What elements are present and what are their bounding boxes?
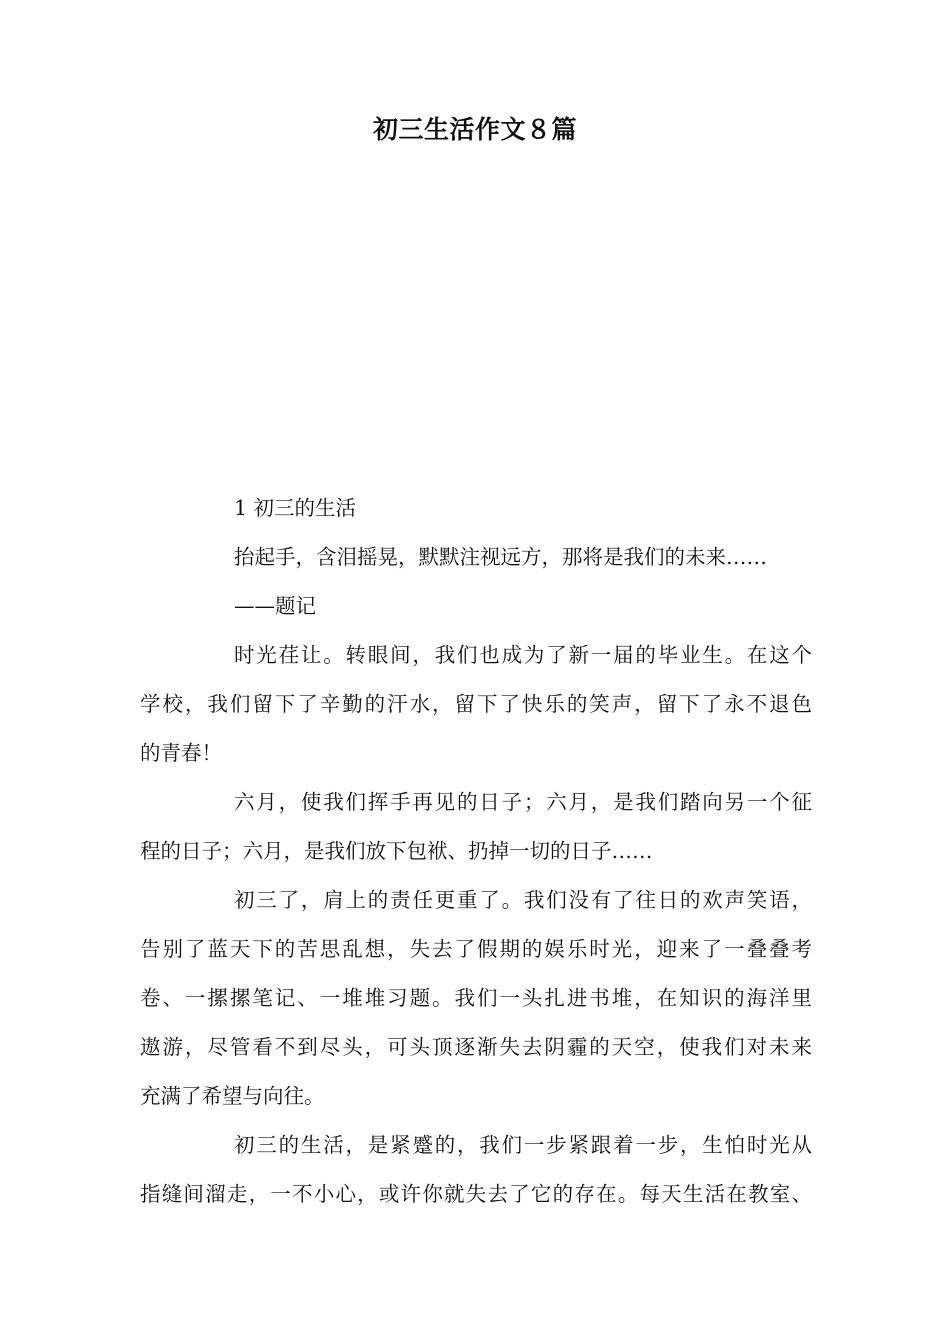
document-title: 初三生活作文８篇 bbox=[372, 115, 577, 144]
paragraph-line: 指缝间溜走，一不小心，或许你就失去了它的存在。每天生活在教室、 bbox=[140, 1182, 812, 1206]
section-heading: 1 初三的生活 bbox=[234, 496, 357, 520]
paragraph-line: 告别了蓝天下的苦思乱想，失去了假期的娱乐时光，迎来了一叠叠考 bbox=[140, 937, 812, 961]
paragraph-line: 学校，我们留下了辛勤的汗水，留下了快乐的笑声，留下了永不退色 bbox=[140, 692, 812, 716]
paragraph-line: 初三了，肩上的责任更重了。我们没有了往日的欢声笑语， bbox=[234, 888, 812, 912]
paragraph-line: 六月，使我们挥手再见的日子；六月，是我们踏向另一个征 bbox=[234, 790, 812, 814]
paragraph-line: 的青春！ bbox=[140, 741, 222, 765]
paragraph-line: 抬起手，含泪摇晃，默默注视远方，那将是我们的未来…… bbox=[234, 545, 767, 569]
paragraph-line: 初三的生活，是紧蹙的，我们一步紧跟着一步，生怕时光从 bbox=[234, 1133, 812, 1157]
paragraph-line: 程的日子；六月，是我们放下包袱、扔掉一切的日子…… bbox=[140, 839, 653, 863]
paragraph-4 bbox=[140, 1121, 812, 1219]
paragraph-1 bbox=[140, 631, 812, 778]
paragraph-epigraph-attribution bbox=[140, 582, 812, 631]
paragraph-line: 充满了希望与向往。 bbox=[140, 1084, 325, 1108]
document-body bbox=[140, 484, 812, 1219]
paragraph-line: 遨游，尽管看不到尽头，可头顶逐渐失去阴霾的天空，使我们对未来 bbox=[140, 1035, 812, 1059]
section-heading-paragraph bbox=[140, 484, 812, 533]
paragraph-line: ——题记 bbox=[234, 594, 316, 618]
paragraph-line: 卷、一摞摞笔记、一堆堆习题。我们一头扎进书堆，在知识的海洋里 bbox=[140, 986, 812, 1010]
paragraph-2 bbox=[140, 778, 812, 876]
paragraph-epigraph bbox=[140, 533, 812, 582]
paragraph-3 bbox=[140, 876, 812, 1121]
paragraph-line: 时光荏让。转眼间，我们也成为了新一届的毕业生。在这个 bbox=[234, 643, 812, 667]
